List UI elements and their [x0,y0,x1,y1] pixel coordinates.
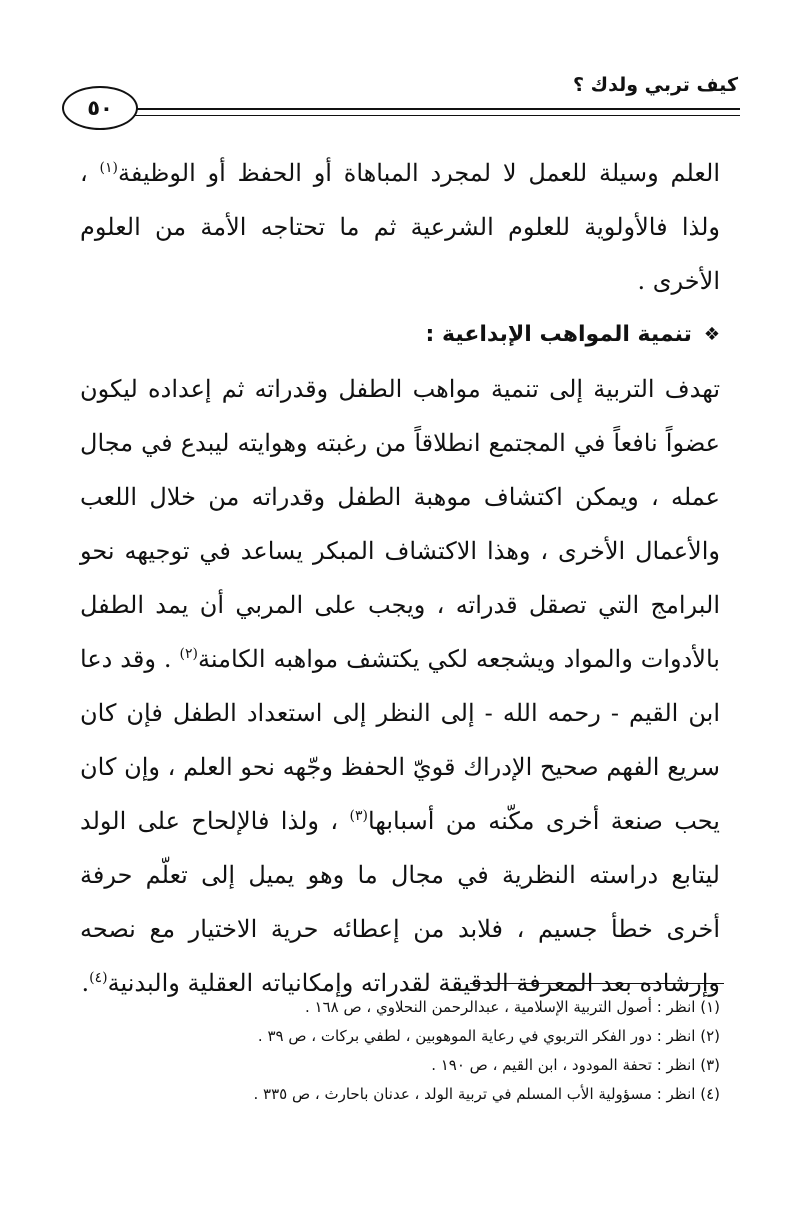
paragraph-talents-part-a: تهدف التربية إلى تنمية مواهب الطفل وقدراته ثم إعداده ليكون عضواً نافعاً في المجتمع انطلاقاً من رغبته وهوايته ليبدع في مجال عمله ، ويمكن اكتشاف موهبة الطفل وقدراته من خلال اللعب والأعمال الأخرى ، وهذا الاكتشاف المبكر يساعد في توجيهه نحو البرامج التي تصقل قدراته ، ويجب على المربي أن يمد الطفل بالأدوات والمواد ويشجعه لكي يكتشف مواهبه الكامنة [80,375,721,673]
footnote-2: (٢) انظر : دور الفكر التربوي في رعاية الموهوبين ، لطفي بركات ، ص ٣٩ . [257,1027,720,1045]
footnote-ref-2[interactable]: (٢) [179,646,198,662]
paragraph-talents-part-c: ، ولذا فالإلحاح على الولد ليتابع دراسته النظرية في مجال ما وهو يميل إلى تعلّم حرفة أخرى خطأ جسيم ، فلابد من إعطائه حرية الاختيار مع نصحه وإرشاده بعد المعرفة الدقيقة لقدراته وإمكانياته العقلية والبدنية [80,807,720,997]
paragraph-intro [80,146,720,308]
section-heading [80,308,720,362]
footnote-separator [470,983,724,984]
page-number: ٥٠ [62,86,138,130]
paragraph-talents-end: . [81,969,90,997]
footnote-ref-3[interactable]: (٣) [349,808,368,824]
header-rule-thin [134,115,740,116]
footnote-ref-1[interactable]: (١) [99,160,118,176]
running-header [60,68,740,132]
footnotes [80,993,720,1109]
book-title: كيف تربي ولدك ؟ [573,74,738,96]
paragraph-talents [80,362,720,1010]
paragraph-intro-continued: ، ولذا فالأولوية للعلوم الشرعية ثم ما تحتاجه الأمة من العلوم الأخرى . [80,159,720,295]
footnote-3: (٣) انظر : تحفة المودود ، ابن القيم ، ص ١٩٠ . [431,1056,720,1074]
footnote-4: (٤) انظر : مسؤولية الأب المسلم في تربية الولد ، عدنان باحارث ، ص ٣٣٥ . [253,1085,720,1103]
header-rule-thick [134,108,740,110]
footnote-ref-4[interactable]: (٤) [89,970,108,986]
paragraph-intro-text: العلم وسيلة للعمل لا لمجرد المباهاة أو الحفظ أو الوظيفة [118,159,720,187]
section-heading-text: تنمية المواهب الإبداعية : [425,322,692,347]
paragraph-talents-part-b: . وقد دعا ابن القيم - رحمه الله - إلى النظر إلى استعداد الطفل فإن كان سريع الفهم صحيح الإدراك قويّ الحفظ وجّهه نحو العلم ، وإن كان يحب صنعة أخرى مكّنه من أسبابها [80,645,720,835]
footnote-1: (١) انظر : أصول التربية الإسلامية ، عبدالرحمن النحلاوي ، ص ١٦٨ . [304,998,720,1016]
diamond-bullet-icon: ❖ [703,324,720,345]
page-body [80,146,720,1010]
